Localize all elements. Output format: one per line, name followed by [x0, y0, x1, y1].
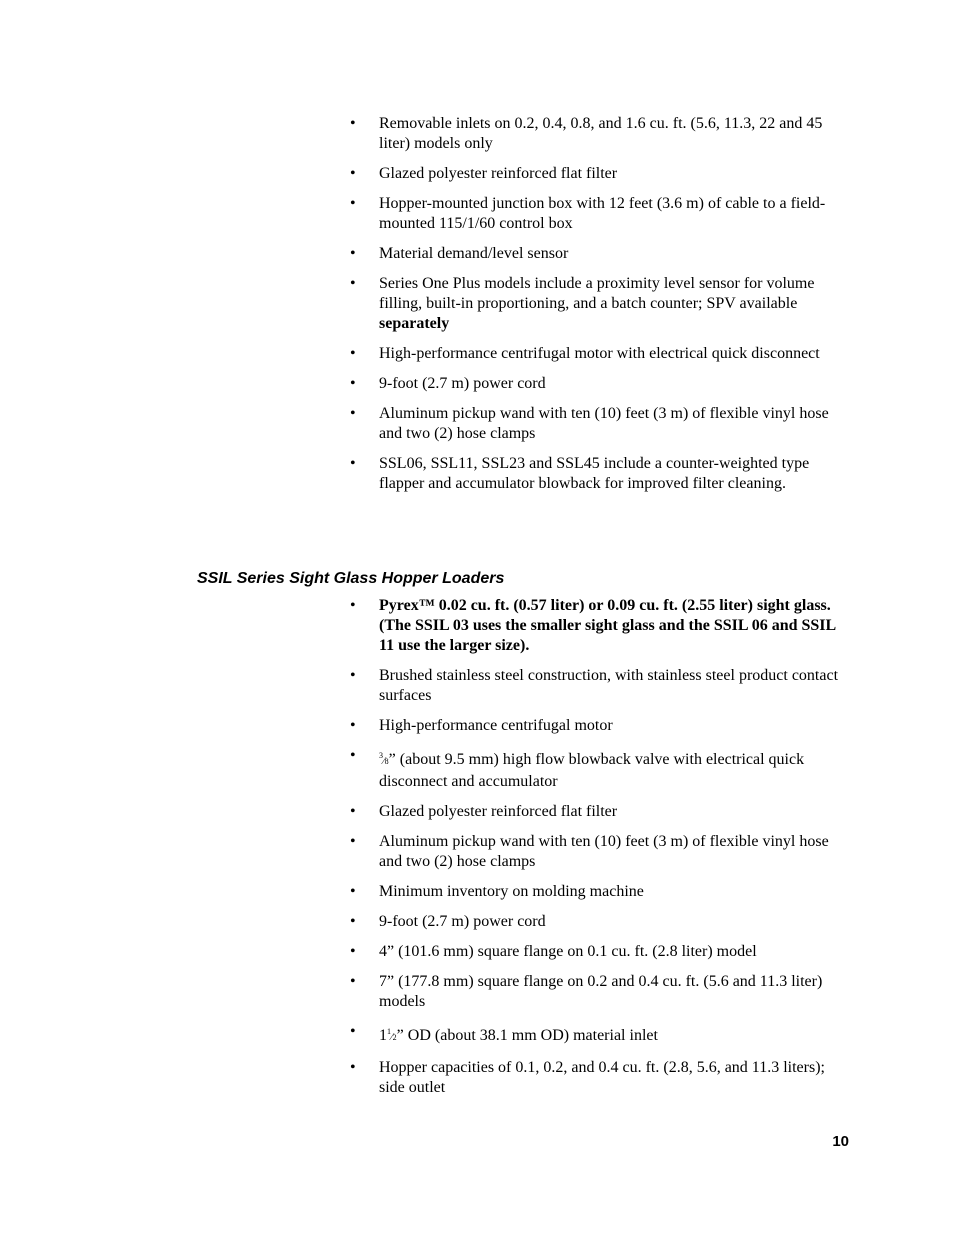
item-text: 7” (177.8 mm) square flange on 0.2 and 0.4 cu. ft. (5.6 and 11.3 liter) models [379, 973, 823, 1010]
bullet-icon: • [350, 973, 356, 990]
list-item [350, 194, 850, 234]
page-number: 10 [832, 1133, 849, 1150]
list-item [350, 596, 850, 656]
list-item [350, 1058, 850, 1098]
item-text: Brushed stainless steel construction, with stainless steel product contact surfaces [379, 667, 839, 704]
fraction-denominator: 2 [392, 1033, 397, 1042]
fraction-denominator: 8 [384, 757, 389, 766]
list-item [350, 374, 850, 394]
bullet-icon: • [350, 455, 356, 472]
item-text: Hopper-mounted junction box with 12 feet (3.6 m) of cable to a field-mounted 115/1/60 control box [379, 195, 826, 232]
list-item [350, 716, 850, 736]
bullet-icon: • [350, 275, 356, 292]
bullet-icon: • [350, 375, 356, 392]
section-heading: SSIL Series Sight Glass Hopper Loaders [197, 570, 505, 587]
item-text: Glazed polyester reinforced flat filter [379, 803, 618, 820]
list-item [350, 454, 850, 494]
item-text: Glazed polyester reinforced flat filter [379, 165, 618, 182]
item-text: Aluminum pickup wand with ten (10) feet (3 m) of flexible vinyl hose and two (2) hose clamps [379, 833, 829, 870]
list-item [350, 164, 850, 184]
fraction [387, 1027, 397, 1043]
item-text: 4” (101.6 mm) square flange on 0.1 cu. ft. (2.8 liter) model [379, 943, 757, 960]
bullet-icon: • [350, 913, 356, 930]
whole-number: 1 [379, 1027, 387, 1044]
item-text: SSL06, SSL11, SSL23 and SSL45 include a counter-weighted type flapper and accumulator blowback for improved filter cleaning. [379, 455, 810, 492]
bullet-icon: • [350, 345, 356, 362]
fraction [379, 751, 389, 767]
list-item [350, 274, 850, 334]
item-text: Removable inlets on 0.2, 0.4, 0.8, and 1.6 cu. ft. (5.6, 11.3, 22 and 45 liter) models only [379, 115, 823, 152]
list-item [350, 912, 850, 932]
item-text: Minimum inventory on molding machine [379, 883, 644, 900]
list-item [350, 746, 850, 792]
bullet-icon: • [350, 195, 356, 212]
item-text: Series One Plus models include a proximity level sensor for volume filling, built-in proportioning, and a batch counter; SPV available [379, 275, 815, 312]
bullet-icon: • [350, 717, 356, 734]
bullet-icon: • [350, 245, 356, 262]
bullet-icon: • [350, 667, 356, 684]
feature-list-ssl [350, 114, 850, 504]
list-item [350, 244, 850, 264]
bullet-icon: • [350, 833, 356, 850]
bullet-icon: • [350, 115, 356, 132]
list-item [350, 802, 850, 822]
list-item [350, 832, 850, 872]
item-text: ” OD (about 38.1 mm OD) material inlet [396, 1027, 658, 1044]
bullet-icon: • [350, 803, 356, 820]
list-item [350, 972, 850, 1012]
item-text: 9-foot (2.7 m) power cord [379, 913, 546, 930]
fraction-numerator: 3 [379, 751, 383, 760]
bullet-icon: • [350, 883, 356, 900]
item-text: High-performance centrifugal motor [379, 717, 613, 734]
fraction-slash: ⁄ [383, 756, 385, 767]
bullet-icon: • [350, 943, 356, 960]
list-item [350, 942, 850, 962]
item-text-bold: separately [379, 315, 450, 332]
list-item [350, 404, 850, 444]
item-text: Hopper capacities of 0.1, 0.2, and 0.4 cu. ft. (2.8, 5.6, and 11.3 liters); side outlet [379, 1059, 825, 1096]
fraction-slash: ⁄ [391, 1032, 393, 1043]
list-item [350, 666, 850, 706]
fraction-numerator: 1 [387, 1027, 391, 1036]
item-text-bold: Pyrex™ 0.02 cu. ft. (0.57 liter) or 0.09 cu. ft. (2.55 liter) sight glass. (The SSIL 03 uses the smaller sight glass and the SSIL 06 and SSIL 11 use the larger size). [379, 597, 836, 654]
item-text: Aluminum pickup wand with ten (10) feet (3 m) of flexible vinyl hose and two (2) hose clamps [379, 405, 829, 442]
bullet-icon: • [350, 405, 356, 422]
bullet-icon: • [350, 165, 356, 182]
bullet-icon: • [350, 597, 356, 614]
item-text: 9-foot (2.7 m) power cord [379, 375, 546, 392]
list-item [350, 344, 850, 364]
list-item [350, 114, 850, 154]
item-text: High-performance centrifugal motor with electrical quick disconnect [379, 345, 820, 362]
feature-list-ssil [350, 596, 850, 1108]
item-text: ” (about 9.5 mm) high flow blowback valve with electrical quick disconnect and accumulator [379, 751, 805, 790]
bullet-icon: • [350, 1023, 356, 1040]
bullet-icon: • [350, 1059, 356, 1076]
bullet-icon: • [350, 747, 356, 764]
item-text: Material demand/level sensor [379, 245, 569, 262]
list-item [350, 882, 850, 902]
list-item [350, 1022, 850, 1048]
